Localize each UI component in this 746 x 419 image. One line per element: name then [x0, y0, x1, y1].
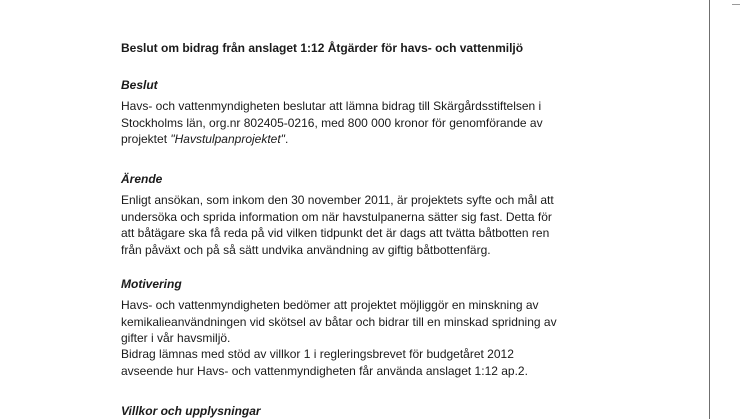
heading-villkor: Villkor och upplysningar: [121, 404, 261, 418]
corner-mark: [732, 4, 740, 5]
paragraph-motivering-2: [121, 346, 591, 379]
document-title: Beslut om bidrag från anslaget 1:12 Åtgärder för havs- och vattenmiljö: [121, 41, 524, 55]
project-name: "Havstulpanprojektet": [170, 132, 285, 146]
text-line: avseende hur Havs- och vattenmyndigheten får använda anslaget 1:12 ap.2.: [121, 363, 528, 378]
paragraph-beslut: [121, 98, 591, 148]
text-line: att båtägare ska få reda på vid vilken tidpunkt det är dags att tvätta båtbotten ren: [121, 226, 550, 240]
heading-arende: Ärende: [121, 172, 163, 186]
text-line: Havs- och vattenmyndigheten beslutar att lämna bidrag till Skärgårdsstiftelsen i: [121, 99, 542, 113]
paragraph-arende: [121, 192, 591, 258]
text-line: Stockholms län, org.nr 802405-0216, med 800 000 kronor för genomförande av: [121, 115, 543, 130]
heading-motivering: Motivering: [121, 277, 182, 291]
text-line: från påväxt och på så sätt undvika användning av giftig båtbottenfärg.: [121, 242, 491, 257]
text-line: gifter i vår havsmiljö.: [121, 331, 231, 345]
text-line: undersöka och sprida information om när havstulpanerna sätter sig fast. Detta för: [121, 209, 552, 224]
text-line: Enligt ansökan, som inkom den 30 november 2011, är projektets syfte och mål att: [121, 193, 554, 207]
text-line: Bidrag lämnas med stöd av villkor 1 i regleringsbrevet för budgetåret 2012: [121, 347, 514, 361]
text-line: kemikalieanvändningen vid skötsel av båtar och bidrar till en minskad spridning av: [121, 314, 557, 329]
text-line: Havs- och vattenmyndigheten bedömer att projektet möjliggör en minskning av: [121, 298, 539, 312]
paragraph-motivering-1: [121, 297, 591, 347]
text-fragment: .: [284, 132, 289, 146]
text-line: [121, 131, 591, 148]
page-edge-line: [709, 0, 710, 419]
text-fragment: projektet: [121, 132, 171, 146]
heading-beslut: Beslut: [121, 78, 158, 92]
